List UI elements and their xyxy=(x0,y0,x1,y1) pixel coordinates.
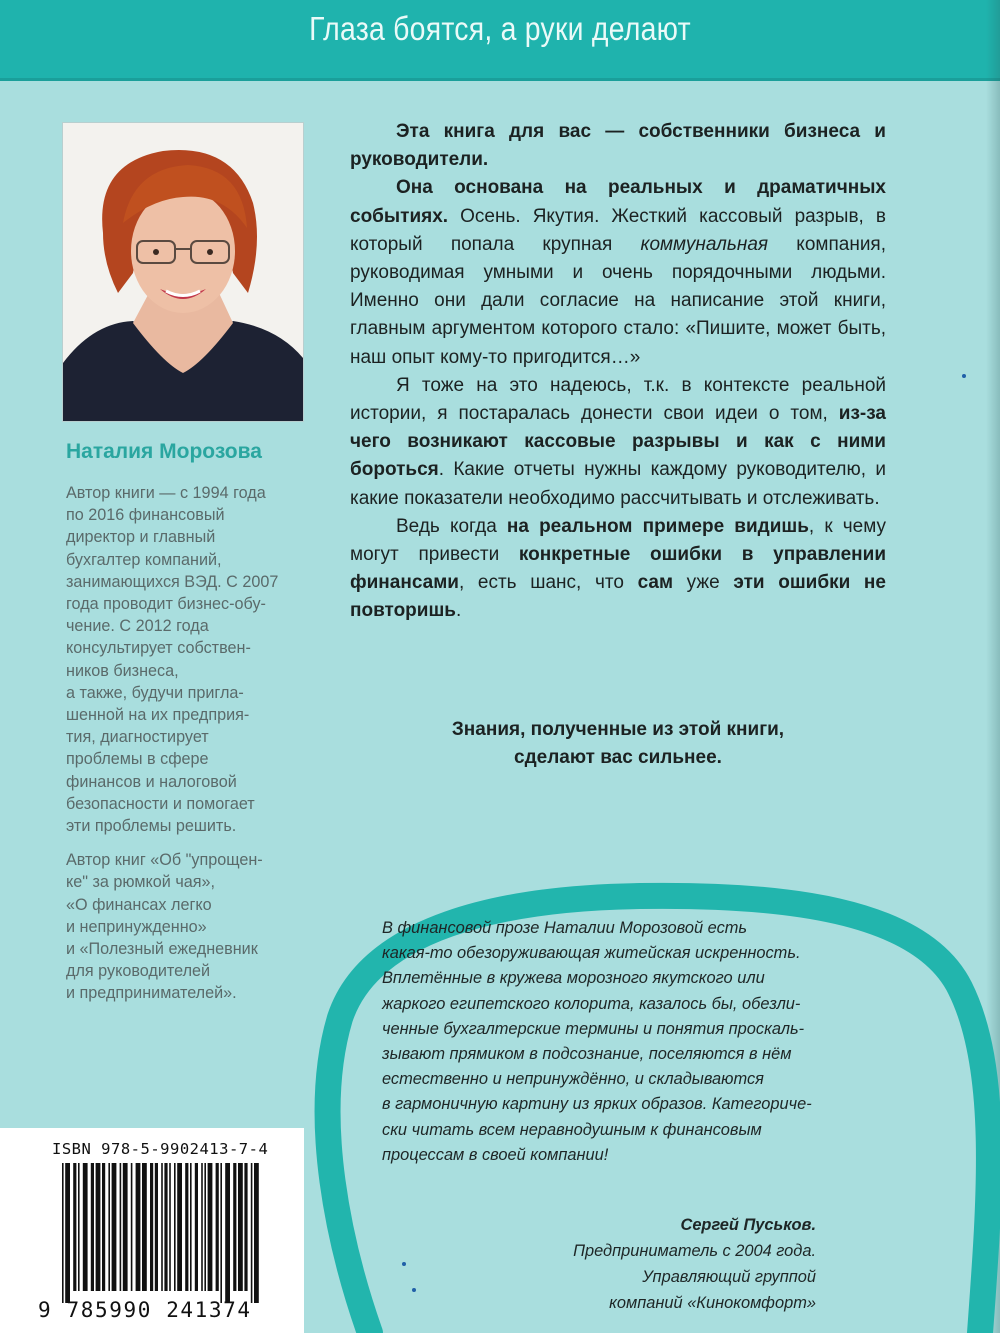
main-p2-text-b: компания, руководимая умными и очень порядочными людьми. Именно они дали согласие на написание этой книги, главным аргументом которого стало: «Пишите, может быть, наш опыт кому-то пригодится…» xyxy=(350,233,886,368)
decor-dot xyxy=(402,1262,406,1266)
barcode-bar xyxy=(150,1163,153,1291)
main-text xyxy=(350,118,886,626)
bio-line: для руководителей xyxy=(66,962,211,981)
quote-author-role-3: компаний «Кинокомфорт» xyxy=(609,1294,816,1312)
bio-line: финансов и налоговой xyxy=(66,772,237,791)
barcode-bar xyxy=(244,1163,247,1291)
bio-line: ке" за рюмкой чая», xyxy=(66,873,216,892)
barcode-bar xyxy=(185,1163,188,1291)
quote-line: какая-то обезоруживающая житейская искренность. xyxy=(382,944,801,963)
barcode-bar xyxy=(73,1163,76,1291)
main-p3-text-a: Я тоже на это надеюсь, т.к. в контексте реальной истории, я постаралась донести свои идеи о том, xyxy=(350,374,886,425)
barcode-bar xyxy=(96,1163,101,1291)
main-paragraph-2 xyxy=(350,174,886,371)
bio-line: ников бизнеса, xyxy=(66,661,179,680)
main-p4-text-e: . xyxy=(455,600,462,622)
bio-line: чение. С 2012 года xyxy=(66,617,209,636)
decor-dot xyxy=(412,1288,416,1292)
bio-line: проблемы в сфере xyxy=(66,750,209,769)
barcode-bars xyxy=(62,1163,262,1303)
bio-line: Автор книг «Об "упрощен- xyxy=(66,851,263,870)
bio-line: и предпринимателей». xyxy=(66,984,237,1003)
header-band xyxy=(0,0,1000,81)
bio-paragraph-1 xyxy=(66,482,312,837)
barcode-bar xyxy=(142,1163,147,1291)
author-bio xyxy=(66,482,312,1017)
quote-line: зывают прямиком в подсознание, поселяются в нём xyxy=(382,1045,792,1064)
review-quote xyxy=(382,916,882,1168)
barcode-bar xyxy=(254,1163,259,1303)
barcode-bar xyxy=(251,1163,253,1303)
barcode-bar xyxy=(123,1163,128,1291)
main-p4-text-b: , к чему могут привести xyxy=(350,515,887,566)
quote-author-role-2: Управляющий группой xyxy=(642,1268,816,1286)
barcode-bar xyxy=(225,1163,230,1303)
quote-line: естественно и непринуждённо, и складываются xyxy=(382,1070,764,1089)
author-photo xyxy=(62,122,304,422)
main-p4-bold-3: сам xyxy=(637,572,673,594)
bio-line: Автор книги — с 1994 года xyxy=(66,484,266,502)
closing-line-1: Знания, полученные из этой книги, xyxy=(451,719,785,740)
quote-line: в гармоничную картину из ярких образов. Категориче- xyxy=(382,1095,812,1114)
barcode-bar xyxy=(174,1163,176,1291)
barcode-bar xyxy=(112,1163,117,1291)
isbn-label: ISBN 978-5-9902413-7-4 xyxy=(52,1140,269,1158)
author-name: Наталия Морозова xyxy=(66,440,262,463)
barcode-bar xyxy=(169,1163,171,1291)
barcode-bar xyxy=(233,1163,236,1291)
main-p4-bold-4: эти ошибки не повторишь xyxy=(350,572,886,622)
barcode-bar xyxy=(65,1163,70,1303)
barcode-bar xyxy=(238,1163,243,1291)
main-p2-italic: коммунальная xyxy=(640,233,769,255)
barcode-bar xyxy=(120,1163,122,1291)
quote-signature xyxy=(480,1212,816,1316)
main-p2-text-a: Осень. Якутия. Жесткий кассовый разрыв, в который попала крупная xyxy=(350,205,886,255)
main-p3-text-b: . Какие отчеты нужны каждому руководителю, и какие показатели необходимо рассчитывать и отслеживать. xyxy=(350,459,886,509)
barcode-bar xyxy=(62,1163,64,1303)
author-portrait-illustration xyxy=(63,123,303,421)
main-p4-text-d: уже xyxy=(673,572,734,594)
barcode-bar xyxy=(91,1163,94,1291)
barcode-bar xyxy=(208,1163,213,1291)
main-p4-bold-2: конкретные ошибки в управлении финансами xyxy=(350,544,886,594)
quote-line: жаркого египетского колорита, казалось бы, обезли- xyxy=(382,994,801,1013)
barcode-bar xyxy=(190,1163,192,1291)
barcode-bar xyxy=(102,1163,105,1291)
bio-line: «О финансах легко xyxy=(66,895,212,914)
barcode-bar xyxy=(78,1163,80,1291)
barcode-bar xyxy=(164,1163,167,1291)
quote-author: Сергей Пуськов. xyxy=(680,1216,816,1234)
bio-line: бухгалтер компаний, xyxy=(66,550,222,569)
barcode-bar xyxy=(204,1163,206,1291)
barcode-bar xyxy=(216,1163,219,1291)
main-p4-text-c: , есть шанс, что xyxy=(458,572,638,594)
quote-author-role-1: Предприниматель с 2004 года. xyxy=(573,1242,816,1260)
barcode-bar xyxy=(201,1163,203,1291)
barcode-bar xyxy=(83,1163,88,1291)
main-paragraph-4 xyxy=(350,513,886,626)
barcode-bar xyxy=(161,1163,163,1291)
bio-line: шенной на их предприя- xyxy=(66,706,250,725)
bio-line: по 2016 финансовый xyxy=(66,506,225,525)
main-p2-bold: Она основана на реальных и драматичных событиях. xyxy=(350,177,886,227)
decor-dot xyxy=(962,374,966,378)
barcode-bar xyxy=(195,1163,198,1291)
barcode-bar xyxy=(220,1163,222,1303)
bio-line: безопасности и помогает xyxy=(66,794,255,813)
bio-line: тия, диагностирует xyxy=(66,728,209,747)
bio-line: и «Полезный ежедневник xyxy=(66,940,258,959)
main-p4-text-a: Ведь когда xyxy=(396,515,507,537)
main-p1-bold: Эта книга для вас — собственники бизнеса и руководители. xyxy=(350,121,886,171)
quote-line: ченные бухгалтерские термины и понятия проскаль- xyxy=(382,1019,805,1038)
main-paragraph-3 xyxy=(350,372,886,513)
quote-line: В финансовой прозе Наталии Морозовой есть xyxy=(382,919,748,937)
bio-line: директор и главный xyxy=(66,528,216,547)
main-p4-bold-1: на реальном примере видишь xyxy=(506,515,809,537)
main-paragraph-1 xyxy=(350,118,886,174)
barcode-digits: 9 785990 241374 xyxy=(38,1298,252,1322)
bio-line: эти проблемы решить. xyxy=(66,817,237,836)
quote-line: Вплетённые в кружева морозного якутского или xyxy=(382,969,765,988)
quote-line: процессам в своей компании! xyxy=(382,1145,609,1164)
barcode-bar xyxy=(136,1163,141,1291)
barcode-bar xyxy=(108,1163,110,1291)
bio-line: и непринужденно» xyxy=(66,917,207,936)
bio-line: года проводит бизнес-обу- xyxy=(66,595,266,614)
barcode-bar xyxy=(131,1163,133,1291)
closing-statement xyxy=(350,716,886,772)
quote-line: ски читать всем неравнодушным к финансовым xyxy=(382,1120,762,1139)
main-p3-bold: из-за чего возникают кассовые разрывы и как с ними бороться xyxy=(350,403,886,481)
bio-paragraph-2 xyxy=(66,849,312,1004)
closing-line-2: сделают вас сильнее. xyxy=(514,747,722,768)
barcode-bar xyxy=(177,1163,182,1291)
bio-line: а также, будучи пригла- xyxy=(66,683,244,702)
bio-line: консультирует собствен- xyxy=(66,639,251,658)
book-title: Глаза боятся, а руки делают xyxy=(309,10,691,47)
barcode-bar xyxy=(155,1163,158,1291)
bio-line: занимающихся ВЭД. С 2007 xyxy=(66,572,279,591)
